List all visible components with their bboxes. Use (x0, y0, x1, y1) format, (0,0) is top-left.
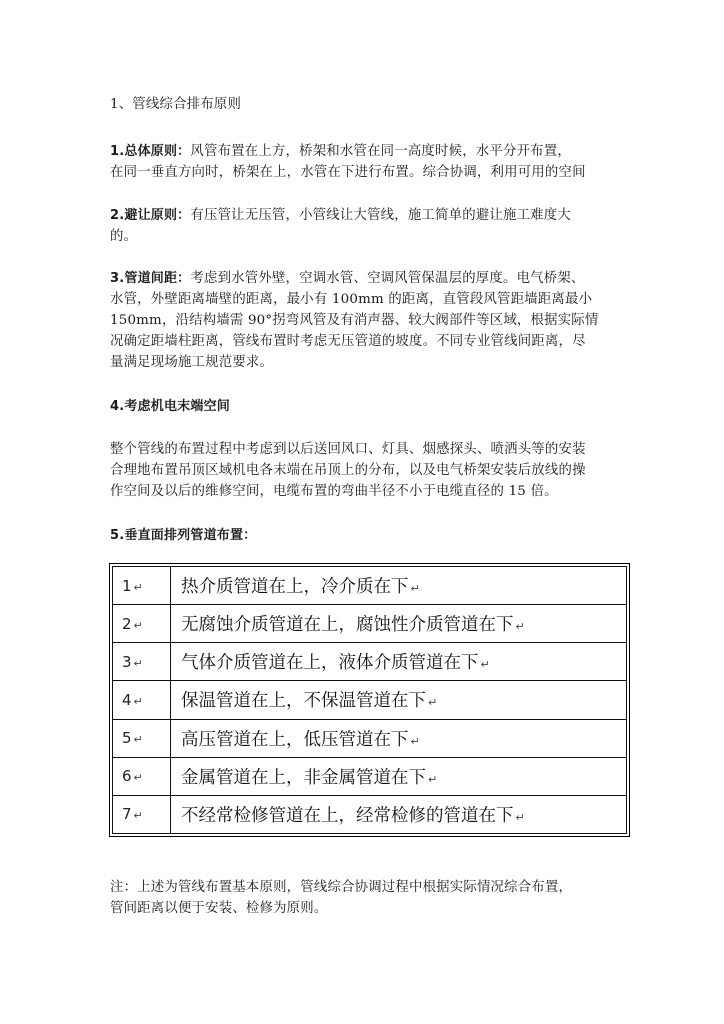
row-number-cell (113, 757, 171, 795)
row-number-cell (113, 605, 171, 643)
return-mark-icon: ↵ (515, 620, 525, 634)
row-text: 热介质管道在上，冷介质在下 (181, 577, 409, 598)
row-number: 3 (122, 652, 132, 671)
row-number: 2 (122, 614, 132, 633)
principle-3-text-1: 考虑到水管外壁，空调水管、空调风管保温层的厚度。电气桥架、 (190, 271, 585, 286)
principle-3-line-5: 量满足现场施工规范要求。 (110, 355, 274, 370)
principle-3-line-1 (110, 270, 585, 287)
row-text: 高压管道在上，低压管道在下 (181, 729, 409, 750)
principle-2-line-2: 的。 (110, 229, 138, 244)
row-text: 保温管道在上，不保温管道在下 (181, 691, 426, 712)
row-text: 无腐蚀介质管道在上，腐蚀性介质管道在下 (181, 615, 514, 636)
principle-1-text-1: 风管布置在上方，桥架和水管在同一高度时候，水平分开布置， (190, 144, 571, 159)
section-4-line-3: 作空间及以后的维修空间，电缆布置的弯曲半径不小于电缆直径的 15 倍。 (110, 484, 558, 499)
row-text-cell (171, 605, 627, 643)
return-mark-icon: ↵ (133, 809, 143, 823)
section-4-line-1: 整个管线的布置过程中考虑到以后送回风口、灯具、烟感探头、喷洒头等的安装 (110, 442, 586, 457)
principle-1-line-1 (110, 143, 571, 160)
return-mark-icon: ↵ (428, 772, 438, 786)
principle-3-label: 3.管道间距： (110, 271, 191, 286)
return-mark-icon: ↵ (133, 656, 143, 670)
principle-3-line-4: 况确定距墙柱距离，管线布置时考虑无压管道的坡度。不同专业管线间距离，尽 (110, 334, 586, 349)
return-mark-icon: ↵ (133, 694, 143, 708)
table-row (113, 681, 627, 719)
section-5-title: 5.垂直面排列管道布置： (110, 528, 257, 543)
row-number-cell (113, 795, 171, 833)
note-line-1: 注：上述为管线布置基本原则，管线综合协调过程中根据实际情况综合布置， (110, 880, 573, 895)
row-text: 金属管道在上，非金属管道在下 (181, 767, 426, 788)
row-number: 6 (122, 767, 132, 786)
return-mark-icon: ↵ (133, 771, 143, 785)
principle-3-line-3: 150mm，沿结构墙需 90°拐弯风管及有消声器、较大阀部件等区域，根据实际情 (110, 313, 599, 328)
table-row (113, 567, 627, 605)
row-number-cell (113, 567, 171, 605)
row-number: 7 (122, 805, 132, 824)
row-text-cell (171, 643, 627, 681)
row-number-cell (113, 681, 171, 719)
row-number: 1 (122, 576, 132, 595)
return-mark-icon: ↵ (410, 582, 420, 596)
table-row (113, 719, 627, 757)
table-row (113, 757, 627, 795)
return-mark-icon: ↵ (133, 733, 143, 747)
table-row (113, 605, 627, 643)
row-number-cell (113, 719, 171, 757)
return-mark-icon: ↵ (410, 734, 420, 748)
principle-1-line-2: 在同一垂直方向时，桥架在上，水管在下进行布置。综合协调，利用可用的空间 (110, 165, 586, 180)
row-text-cell (171, 567, 627, 605)
pipe-arrangement-grid (112, 566, 627, 834)
section-4-line-2: 合理地布置吊顶区域机电各末端在吊顶上的分布，以及电气桥架安装后放线的操 (110, 463, 586, 478)
row-number-cell (113, 643, 171, 681)
return-mark-icon: ↵ (428, 696, 438, 710)
row-text: 不经常检修管道在上，经常检修的管道在下 (181, 805, 514, 826)
return-mark-icon: ↵ (515, 810, 525, 824)
row-text-cell (171, 795, 627, 833)
row-text-cell (171, 757, 627, 795)
pipe-arrangement-table (109, 563, 630, 837)
row-number: 4 (122, 690, 132, 709)
row-text-cell (171, 681, 627, 719)
principle-2-label: 2.避让原则： (110, 208, 191, 223)
section-heading: 1、管线综合排布原则 (110, 97, 242, 112)
principle-2-line-1 (110, 207, 571, 224)
return-mark-icon: ↵ (133, 580, 143, 594)
table-row (113, 643, 627, 681)
principle-3-line-2: 水管，外壁距离墙壁的距离，最小有 100mm 的距离，直管段风管距墙距离最小 (110, 292, 593, 307)
principle-1-label: 1.总体原则： (110, 144, 191, 159)
note-line-2: 管间距离以便于安装、检修为原则。 (110, 901, 328, 916)
table-row (113, 795, 627, 833)
principle-2-text-1: 有压管让无压管，小管线让大管线，施工简单的避让施工难度大 (190, 208, 571, 223)
section-4-title: 4.考虑机电末端空间 (110, 399, 230, 414)
row-text-cell (171, 719, 627, 757)
row-number: 5 (122, 729, 132, 748)
return-mark-icon: ↵ (480, 658, 490, 672)
row-text: 气体介质管道在上，液体介质管道在下 (181, 653, 479, 674)
return-mark-icon: ↵ (133, 618, 143, 632)
